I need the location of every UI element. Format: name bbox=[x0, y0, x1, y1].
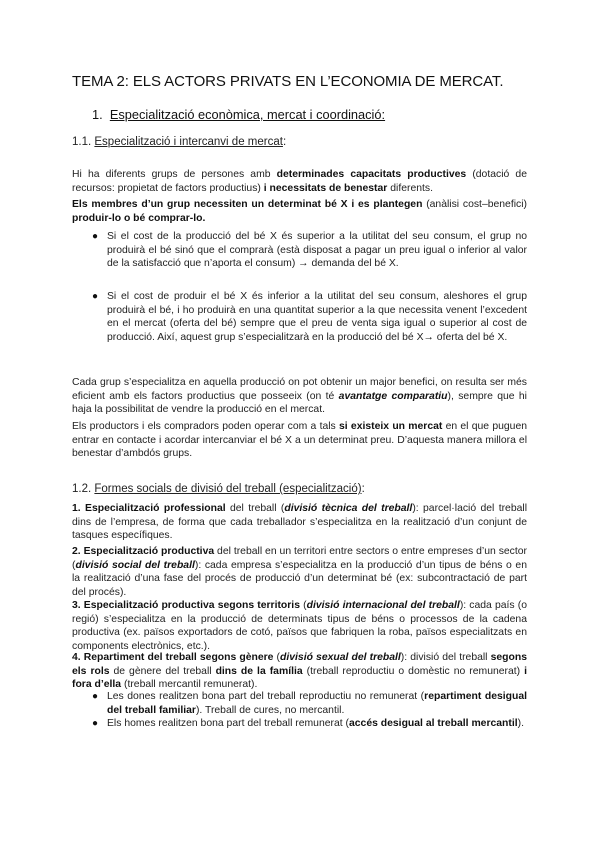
item-professional-specialization: 1. Especialització professional del treball (divisió tècnica del treball): parcel·lació del treball dins de l’empresa, de forma que cada treballador s’especialitza en la realització d’un conjunt de tasques específiques. bbox=[72, 503, 528, 542]
section-1-heading bbox=[92, 107, 385, 123]
section-1-number: 1. bbox=[92, 107, 103, 122]
paragraph-market: Els productors i els compradors poden operar com a tals si existeix un mercat en el que puguen entrar en contacte i acordar intercanviar el bé X a un determinat preu. D’aquesta manera millora el benestar d’ambdós grups. bbox=[72, 421, 528, 460]
item-territorial-specialization: 3. Especialització productiva segons territoris (divisió internacional del treball): cada país (o regió) s’especialitza en la producció de determinats tipus de béns o processos de la cadena productiva (ex. països exportadors de cotó, països que fabriquen la roba, països especialitzats en components electrònics, etc.). bbox=[72, 600, 528, 652]
bullet-icon: ● bbox=[92, 691, 99, 702]
section-1-title: Especialització econòmica, mercat i coordinació: bbox=[109, 107, 386, 122]
bullet-supply: Si el cost de produir el bé X és inferior a la utilitat del seu consum, aleshores el grup produirà el bé, i ho produirà en una quantitat superior a la que necessita venent l’excedent en el mercat (oferta del bé) sempre que el preu de venta siga igual o superior al cost de producció. Així, aquest grup s’especialitzarà en la producció del bé X→ oferta del bé X. bbox=[107, 291, 527, 343]
bullet-icon: ● bbox=[92, 231, 99, 242]
subsection-1-2-title: Formes socials de divisió del treball (especialització) bbox=[94, 483, 362, 495]
subsection-1-2-number: 1.2. bbox=[72, 483, 92, 495]
bullet-demand: Si el cost de la producció del bé X és superior a la utilitat del seu consum, el grup no produirà el bé sinó que el comprarà (està disposat a pagar un preu igual o inferior al valor de la satisfacció que n’aporta el consum) → demanda del bé X. bbox=[107, 231, 527, 270]
item-productive-specialization: 2. Especialització productiva del treball en un territori entre sectors o entre empreses d’un sector (divisió social del treball): cada empresa s’especialitza en la producció d’un tipus de béns o en la realització d’una fase del procés de producció d’un determinat bé (ex: subcontractació de part del procés). bbox=[72, 546, 527, 598]
bullet-women: Les dones realitzen bona part del treball reproductiu no remunerat (repartiment desigual del treball familiar). Treball de cures, no mercantil. bbox=[107, 691, 527, 716]
item-gender-division: 4. Repartiment del treball segons gènere (divisió sexual del treball): divisió del treball segons els rols de gènere del treball dins de la família (treball reproductiu o domèstic no remunerat) i fora d’ella (treball mercantil remunerat). bbox=[72, 652, 528, 691]
paragraph-groups: Hi ha diferents grups de persones amb determinades capacitats productives (dotació de recursos: propietat de factors productius) i necessitats de benestar diferents. bbox=[72, 169, 527, 194]
bullet-men: Els homes realitzen bona part del treball remunerat (accés desigual al treball mercantil). bbox=[107, 718, 524, 729]
subsection-1-1-heading: 1.1. Especialització i intercanvi de mercat: bbox=[72, 136, 287, 148]
bullet-icon: ● bbox=[92, 291, 99, 302]
subsection-1-1-title: Especialització i intercanvi de mercat bbox=[94, 136, 283, 148]
subsection-1-1-number: 1.1. bbox=[72, 136, 92, 148]
bullet-icon: ● bbox=[92, 718, 99, 729]
subsection-1-2-heading: 1.2. Formes socials de divisió del treball (especialització): bbox=[72, 483, 365, 495]
paragraph-specialization: Cada grup s’especialitza en aquella producció on pot obtenir un major benefici, on resulta ser més eficient amb els factors productius que posseeix (on té avantatge comparatiu), sempre que hi haja la possibilitat de vendre la producció en el mercat. bbox=[72, 377, 527, 416]
page-title: TEMA 2: ELS ACTORS PRIVATS EN L’ECONOMIA DE MERCAT. bbox=[72, 73, 504, 90]
paragraph-members: Els membres d’un grup necessiten un determinat bé X i es plantegen (anàlisi cost–benefici) produir-lo o bé comprar-lo. bbox=[72, 199, 527, 224]
